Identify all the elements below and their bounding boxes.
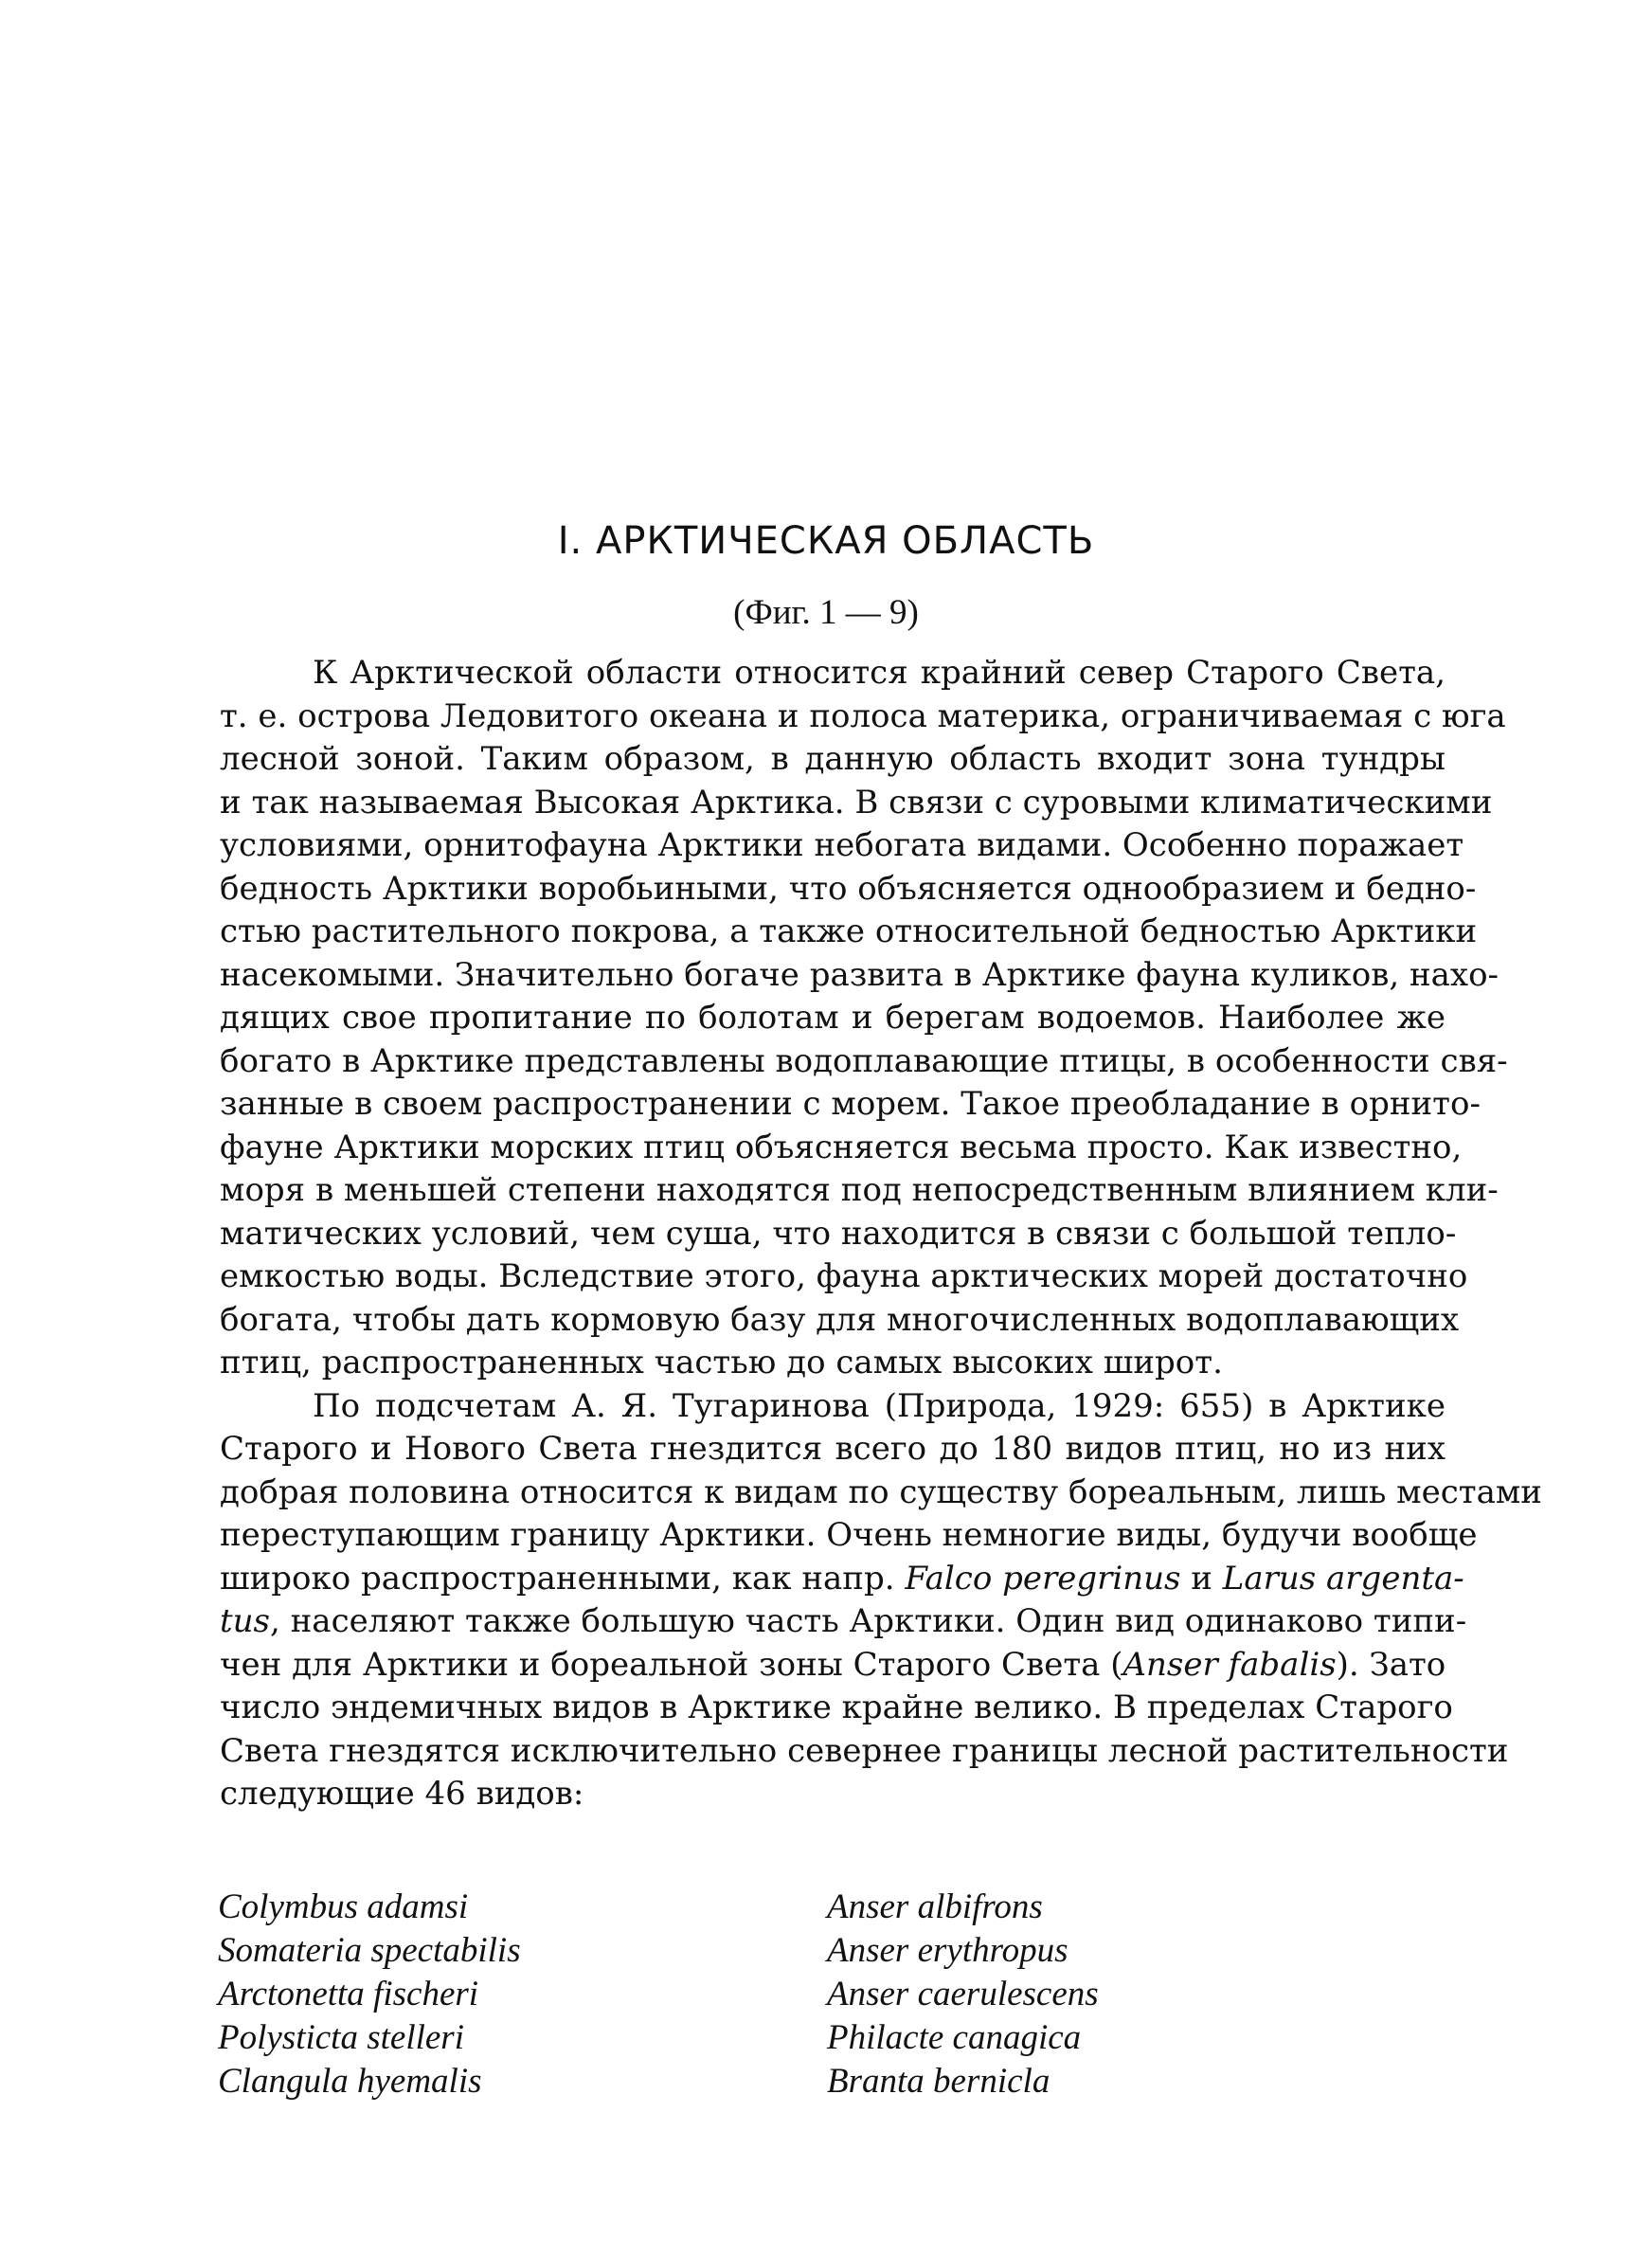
species-name: Clangula hyemalis: [218, 2062, 482, 2101]
text-line: богата, чтобы дать кормовую базу для многочисленных водоплавающих: [220, 1300, 1460, 1339]
text-line: По подсчетам А. Я. Тугаринова (Природа, 1929: 655) в Арктике: [313, 1386, 1446, 1425]
species-name: Colymbus adamsi: [218, 1887, 469, 1926]
text-line: лесной зоной. Таким образом, в данную область входит зона тундры: [220, 740, 1446, 778]
text-line: следующие 46 видов:: [220, 1775, 584, 1813]
text-line: Старого и Нового Света гнездится всего до 180 видов птиц, но из них: [220, 1430, 1446, 1468]
text-line: и так называемая Высокая Арктика. В связи с суровыми климатическими: [220, 783, 1493, 822]
text-line: богато в Арктике представлены водоплавающие птицы, в особенности свя-: [220, 1041, 1508, 1080]
chapter-title: I. АРКТИЧЕСКАЯ ОБЛАСТЬ: [557, 519, 1095, 563]
species-list-right: [827, 1886, 1099, 2104]
text-line: условиями, орнитофауна Арктики небогата видами. Особенно поражает: [220, 826, 1464, 864]
text-line: бедность Арктики воробьиными, что объясняется однообразием и бедно-: [220, 869, 1477, 908]
body-text: [220, 652, 1542, 1816]
text-line: К Арктической области относится крайний север Старого Света,: [313, 654, 1446, 692]
text-line: чен для Арктики и бореальной зоны Старого Света (Anser fabalis). Зато: [220, 1645, 1446, 1684]
text-line: т. е. острова Ледовитого океана и полоса материка, ограничиваемая с юга: [220, 696, 1506, 735]
text-line: число эндемичных видов в Арктике крайне велико. В пределах Старого: [220, 1688, 1453, 1726]
species-name: Branta bernicla: [827, 2062, 1050, 2101]
species-list-left: [218, 1886, 521, 2104]
text-line: насекомыми. Значительно богаче развита в Арктике фауна куликов, нахо-: [220, 955, 1499, 994]
text-line: матических условий, чем суша, что находится в связи с большой тепло-: [220, 1214, 1457, 1253]
paragraph-2: [220, 1385, 1542, 1816]
text-line: дящих свое пропитание по болотам и берегам водоемов. Наиболее же: [220, 999, 1446, 1037]
text-line: фауне Арктики морских птиц объясняется весьма просто. Как известно,: [220, 1128, 1463, 1166]
species-name: Polysticta stelleri: [218, 2018, 464, 2057]
text-line: моря в меньшей степени находятся под непосредственным влиянием кли-: [220, 1171, 1499, 1209]
species-name: Arctonetta fischeri: [218, 1975, 479, 2013]
text-line: птиц, распространенных частью до самых высоких широт.: [220, 1344, 1223, 1381]
text-line: tus, населяют также большую часть Арктики. Один вид одинаково типи-: [220, 1602, 1467, 1640]
species-name: Anser caerulescens: [827, 1975, 1099, 2013]
figure-reference: (Фиг. 1 — 9): [733, 593, 919, 632]
text-line: стью растительного покрова, а также относительной бедностью Арктики: [220, 912, 1478, 950]
species-name: Philacte canagica: [827, 2018, 1082, 2057]
species-name: Somateria spectabilis: [218, 1931, 521, 1970]
text-line: добрая половина относится к видам по существу бореальным, лишь местами: [220, 1472, 1542, 1511]
text-line: Света гнездятся исключительно севернее границы лесной растительности: [220, 1731, 1509, 1770]
paragraph-1: [220, 652, 1508, 1385]
text-line: переступающим границу Арктики. Очень немногие виды, будучи вообще: [220, 1516, 1478, 1554]
species-name: Anser erythropus: [827, 1931, 1068, 1970]
species-name: Anser albifrons: [827, 1887, 1043, 1926]
text-line: емкостью воды. Вследствие этого, фауна арктических морей достаточно: [220, 1257, 1468, 1295]
text-line: широко распространенными, как напр. Falco peregrinus и Larus argenta-: [220, 1559, 1464, 1598]
text-line: занные в своем распространении с морем. Такое преобладание в орнито-: [220, 1085, 1481, 1123]
